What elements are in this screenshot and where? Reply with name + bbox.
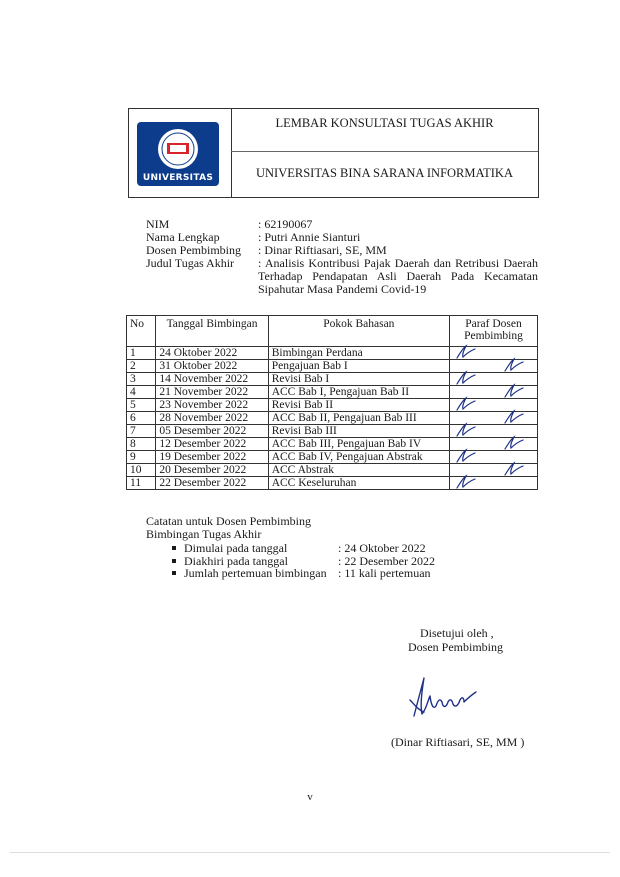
row-topic: Revisi Bab I bbox=[268, 373, 449, 386]
row-topic: ACC Bab I, Pengajuan Bab II bbox=[268, 386, 449, 399]
row-topic: ACC Bab IV, Pengajuan Abstrak bbox=[268, 451, 449, 464]
logo-emblem-icon bbox=[137, 122, 219, 172]
table-row bbox=[127, 425, 538, 438]
paraf-initial-icon bbox=[502, 435, 524, 451]
row-date: 14 November 2022 bbox=[156, 373, 268, 386]
thesis-value: : Analisis Kontribusi Pajak Daerah dan Retribusi Daerah Terhadap Pendapatan Asli Daerah Pada Kecamatan Sipahutar Masa Pandemi Covid-19 bbox=[258, 256, 538, 296]
row-topic: Revisi Bab II bbox=[268, 399, 449, 412]
handwritten-signature-icon bbox=[400, 670, 510, 722]
row-signature bbox=[449, 425, 537, 438]
end-date-value: : 22 Desember 2022 bbox=[338, 553, 435, 568]
row-date: 28 November 2022 bbox=[156, 412, 268, 425]
logo-label: UNIVERSITAS bbox=[142, 173, 214, 183]
paraf-initial-icon bbox=[454, 370, 476, 386]
row-date: 23 November 2022 bbox=[156, 399, 268, 412]
bullet-icon bbox=[172, 571, 176, 575]
table-row bbox=[127, 477, 538, 490]
bullet-icon bbox=[172, 559, 176, 563]
row-number: 3 bbox=[127, 373, 156, 386]
row-number: 7 bbox=[127, 425, 156, 438]
meeting-count-label: Jumlah pertemuan bimbingan bbox=[184, 566, 327, 580]
identity-values bbox=[258, 218, 538, 296]
paraf-initial-icon bbox=[502, 409, 524, 425]
advisor-label: Dosen Pembimbing bbox=[146, 243, 241, 257]
row-signature bbox=[449, 373, 537, 386]
row-number: 1 bbox=[127, 347, 156, 360]
name-value: : Putri Annie Sianturi bbox=[258, 230, 361, 244]
start-date-label: Dimulai pada tanggal bbox=[184, 541, 288, 555]
paraf-initial-icon bbox=[502, 383, 524, 399]
nim-value: : 62190067 bbox=[258, 217, 313, 231]
logo-cell bbox=[129, 109, 232, 197]
header-box bbox=[128, 108, 539, 198]
table-row bbox=[127, 451, 538, 464]
signer-name: (Dinar Riftiasari, SE, MM ) bbox=[391, 735, 525, 749]
row-topic: ACC Abstrak bbox=[268, 464, 449, 477]
row-date: 21 November 2022 bbox=[156, 386, 268, 399]
row-date: 31 Oktober 2022 bbox=[156, 360, 268, 373]
start-date-value: : 24 Oktober 2022 bbox=[338, 541, 426, 555]
table-row bbox=[127, 373, 538, 386]
page-number: v bbox=[307, 791, 313, 803]
nim-label: NIM bbox=[146, 217, 170, 231]
thesis-label: Judul Tugas Akhir bbox=[146, 256, 235, 270]
col-no-header: No bbox=[127, 316, 156, 347]
row-date: 22 Desember 2022 bbox=[156, 477, 268, 490]
approved-by: Disetujui oleh , bbox=[420, 626, 494, 640]
paraf-initial-icon bbox=[454, 344, 476, 360]
paraf-initial-icon bbox=[502, 461, 524, 477]
row-number: 10 bbox=[127, 464, 156, 477]
meeting-count-value: : 11 kali pertemuan bbox=[338, 566, 431, 580]
header-divider bbox=[231, 151, 538, 152]
row-number: 5 bbox=[127, 399, 156, 412]
row-number: 9 bbox=[127, 451, 156, 464]
row-signature bbox=[449, 347, 537, 360]
bsi-university-logo-icon bbox=[137, 122, 219, 186]
row-date: 05 Desember 2022 bbox=[156, 425, 268, 438]
table-row bbox=[127, 399, 538, 412]
university-name: UNIVERSITAS BINA SARANA INFORMATIKA bbox=[255, 166, 513, 180]
notes-block bbox=[146, 515, 311, 541]
notes-line-2: Bimbingan Tugas Akhir bbox=[146, 527, 262, 541]
row-signature bbox=[449, 477, 537, 490]
table-header-row bbox=[127, 316, 538, 347]
paraf-initial-icon bbox=[454, 396, 476, 412]
col-signature-header: Paraf Dosen Pembimbing bbox=[449, 316, 537, 347]
row-topic: ACC Keseluruhan bbox=[268, 477, 449, 490]
row-number: 2 bbox=[127, 360, 156, 373]
row-number: 11 bbox=[127, 477, 156, 490]
paraf-initial-icon bbox=[454, 422, 476, 438]
name-label: Nama Lengkap bbox=[146, 230, 220, 244]
consultation-table bbox=[126, 315, 538, 490]
row-date: 24 Oktober 2022 bbox=[156, 347, 268, 360]
col-date-header: Tanggal Bimbingan bbox=[156, 316, 268, 347]
row-date: 19 Desember 2022 bbox=[156, 451, 268, 464]
row-topic: Pengajuan Bab I bbox=[268, 360, 449, 373]
row-number: 8 bbox=[127, 438, 156, 451]
row-date: 20 Desember 2022 bbox=[156, 464, 268, 477]
end-date-label: Diakhiri pada tanggal bbox=[184, 553, 288, 568]
row-signature bbox=[449, 399, 537, 412]
row-number: 6 bbox=[127, 412, 156, 425]
row-signature bbox=[449, 451, 537, 464]
table-row bbox=[127, 347, 538, 360]
paraf-initial-icon bbox=[502, 357, 524, 373]
advisor-value: : Dinar Riftiasari, SE, MM bbox=[258, 243, 387, 257]
bullet-icon bbox=[172, 546, 176, 550]
col-topic-header: Pokok Bahasan bbox=[268, 316, 449, 347]
row-topic: ACC Bab II, Pengajuan Bab III bbox=[268, 412, 449, 425]
row-topic: Bimbingan Perdana bbox=[268, 347, 449, 360]
table-body bbox=[127, 347, 538, 490]
approver-role: Dosen Pembimbing bbox=[408, 640, 503, 654]
paraf-initial-icon bbox=[454, 448, 476, 464]
row-number: 4 bbox=[127, 386, 156, 399]
footer-divider bbox=[10, 852, 610, 853]
row-topic: ACC Bab III, Pengajuan Bab IV bbox=[268, 438, 449, 451]
paraf-initial-icon bbox=[454, 474, 476, 490]
row-topic: Revisi Bab III bbox=[268, 425, 449, 438]
notes-line-1: Catatan untuk Dosen Pembimbing bbox=[146, 514, 311, 528]
identity-labels bbox=[146, 218, 241, 270]
row-date: 12 Desember 2022 bbox=[156, 438, 268, 451]
form-title: LEMBAR KONSULTASI TUGAS AKHIR bbox=[275, 116, 494, 130]
